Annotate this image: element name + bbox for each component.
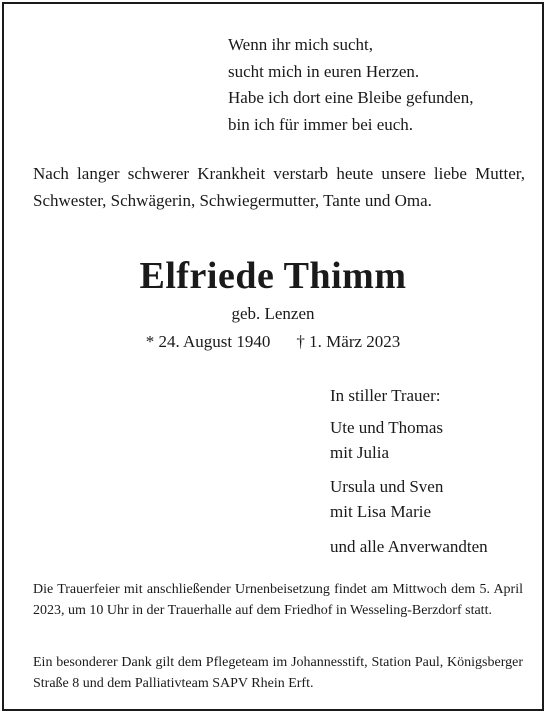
- poem-line: Wenn ihr mich sucht,: [228, 35, 373, 54]
- mourners-closing: und alle Anverwandten: [330, 537, 488, 556]
- mourners-heading: In stiller Trauer:: [330, 386, 441, 405]
- thanks-notice: Ein besonderer Dank gilt dem Pflegeteam im Johannesstift, Station Paul, Königsberger Straße 8 und dem Palliativteam SAPV Rhein Erft.: [33, 655, 523, 691]
- birth-date: * 24. August 1940: [145, 332, 271, 351]
- funeral-notice: Die Trauerfeier mit anschließender Urnenbeisetzung findet am Mittwoch dem 5. April 2023, um 10 Uhr in der Trauerhalle auf dem Friedhof in Wesseling-Berzdorf statt.: [33, 582, 523, 618]
- mourner-line: Ursula und Sven: [330, 477, 444, 496]
- mourner-line: Ute und Thomas: [330, 418, 444, 437]
- obituary-frame: [2, 2, 544, 711]
- death-date: † 1. März 2023: [296, 332, 401, 351]
- poem-line: Habe ich dort eine Bleibe gefunden,: [228, 88, 474, 107]
- mourner-group: [330, 474, 443, 524]
- mourner-line: mit Julia: [330, 443, 390, 462]
- poem: [228, 32, 473, 138]
- mourner-line: mit Lisa Marie: [330, 502, 432, 521]
- life-dates: [4, 332, 542, 352]
- mourner-group: [330, 415, 443, 465]
- deceased-name: Elfriede Thimm: [139, 255, 407, 297]
- intro-text: Nach langer schwerer Krankheit verstarb heute unsere liebe Mutter, Schwester, Schwägerin, Schwiegermutter, Tante und Oma.: [33, 164, 525, 210]
- poem-line: bin ich für immer bei euch.: [228, 114, 414, 134]
- maiden-name: geb. Lenzen: [231, 304, 315, 323]
- poem-line: sucht mich in euren Herzen.: [228, 61, 420, 81]
